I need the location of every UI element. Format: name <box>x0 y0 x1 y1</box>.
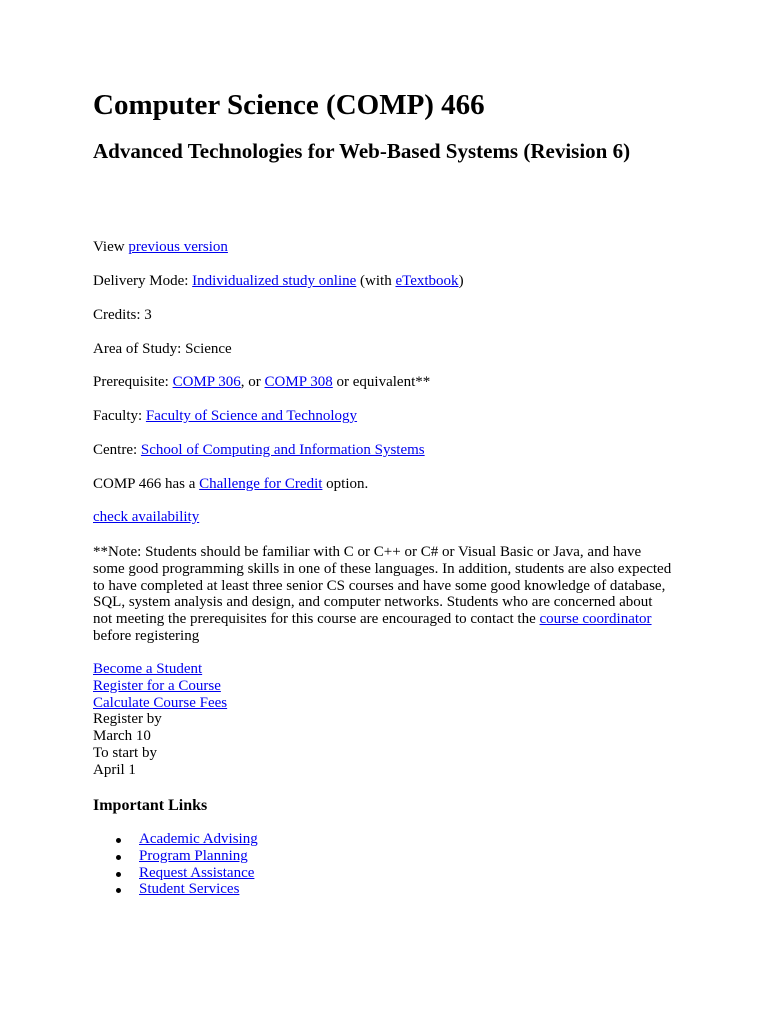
centre-link[interactable]: School of Computing and Information Systems <box>140 442 425 458</box>
list-item <box>93 831 258 848</box>
register-by-label: Register by <box>93 711 162 728</box>
list-item <box>93 881 258 898</box>
previous-version-link[interactable]: previous version <box>128 239 228 255</box>
prereq-mid: , or <box>240 374 265 390</box>
prereq-label: Prerequisite: <box>93 374 173 390</box>
comp-308-link[interactable]: COMP 308 <box>264 374 333 390</box>
page-subtitle: Advanced Technologies for Web-Based Systems (Revision 6) <box>93 139 631 163</box>
bullet-icon <box>116 872 121 877</box>
availability-line <box>93 509 199 526</box>
bullet-icon <box>116 888 121 893</box>
view-line <box>93 239 228 256</box>
individualized-study-link[interactable]: Individualized study online <box>192 273 357 289</box>
action-links <box>93 661 227 779</box>
etextbook-link[interactable]: eTextbook <box>395 273 459 289</box>
faculty-link[interactable]: Faculty of Science and Technology <box>145 408 358 424</box>
prerequisite-note <box>93 544 673 645</box>
important-links-list <box>93 831 258 898</box>
delivery-mode-line <box>93 273 464 290</box>
delivery-suffix: ) <box>458 273 464 289</box>
note-suffix: before registering <box>93 627 200 644</box>
centre-line <box>93 442 425 459</box>
academic-advising-link[interactable]: Academic Advising <box>139 831 258 847</box>
important-links-heading: Important Links <box>93 797 208 814</box>
area-of-study-line: Area of Study: Science <box>93 341 232 357</box>
register-by-date: March 10 <box>93 728 151 745</box>
faculty-line <box>93 408 357 425</box>
request-assistance-link[interactable]: Request Assistance <box>139 864 255 881</box>
note-text: **Note: Students should be familiar with C or C++ or C# or Visual Basic or Java, and have some good programming skills in one of these languages. In addition, students are also expected to have completed at least three senior CS courses and have some good knowledge of database, SQL, system analysis and design, and computer networks. Students who are concerned about not meeting the prerequisites for this course are encouraged to contact the <box>93 544 672 628</box>
delivery-mid: (with <box>356 273 396 289</box>
delivery-label: Delivery Mode: <box>93 273 193 289</box>
bullet-icon <box>116 838 121 843</box>
register-course-link[interactable]: Register for a Course <box>93 677 221 694</box>
centre-label: Centre: <box>93 442 141 458</box>
comp-306-link[interactable]: COMP 306 <box>172 374 241 390</box>
check-availability-link[interactable]: check availability <box>93 509 200 525</box>
prerequisite-line <box>93 374 430 391</box>
start-by-label: To start by <box>93 744 157 761</box>
credits-line: Credits: 3 <box>93 307 152 323</box>
student-services-link[interactable]: Student Services <box>139 881 240 898</box>
program-planning-link[interactable]: Program Planning <box>139 847 248 864</box>
prereq-suffix: or equivalent** <box>332 374 431 390</box>
page-title: Computer Science (COMP) 466 <box>93 89 485 121</box>
challenge-suffix: option. <box>322 476 369 492</box>
start-by-date: April 1 <box>93 761 136 778</box>
challenge-line <box>93 476 368 493</box>
calculate-fees-link[interactable]: Calculate Course Fees <box>93 694 228 711</box>
view-prefix: View <box>93 239 129 255</box>
list-item <box>93 865 258 882</box>
challenge-prefix: COMP 466 has a <box>93 476 200 492</box>
list-item <box>93 848 258 865</box>
bullet-icon <box>116 855 121 860</box>
faculty-label: Faculty: <box>93 408 146 424</box>
become-student-link[interactable]: Become a Student <box>93 661 203 677</box>
challenge-for-credit-link[interactable]: Challenge for Credit <box>199 476 323 492</box>
course-coordinator-link[interactable]: course coordinator <box>539 611 652 628</box>
